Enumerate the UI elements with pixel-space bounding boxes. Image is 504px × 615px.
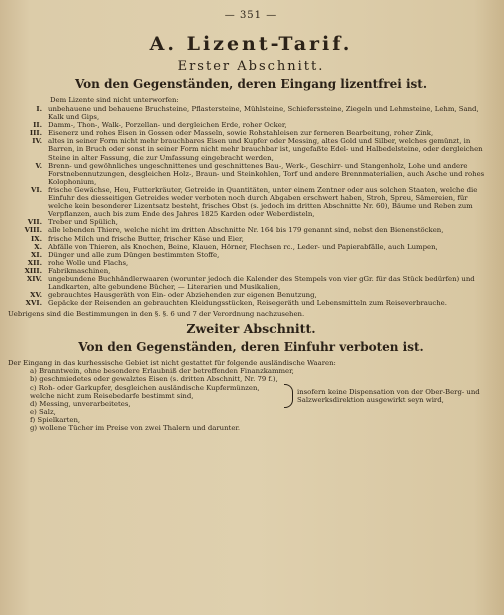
list-item xyxy=(8,275,494,291)
list-item xyxy=(8,299,494,307)
item-text: frische Milch und frische Butter, frischer Käse und Eier, xyxy=(48,234,244,243)
item-text: Abfälle von Thieren, als Knochen, Beine, Klauen, Hörner, Flechsen rc., Leder- und Papierabfälle, auch Lumpen, xyxy=(48,242,438,251)
section1-footnote: Uebrigens sind die Bestimmungen in den §. §. 6 und 7 der Verordnung nachzusehen. xyxy=(8,310,305,319)
list-item xyxy=(8,105,494,121)
ban-item: f) Spielkarten, xyxy=(30,415,81,424)
ban-item: c) Roh- oder Garkupfer, desgleichen ausländische Kupfermünzen, welche nicht zum Reisebedarfe bestimmt sind, xyxy=(30,383,260,400)
item-text: frische Gewächse, Heu, Futterkräuter, Getreide in Quantitäten, unter einem Zentner oder aus solchen Staaten, welche die Einfuhr des diesseitigen Getreides weder verboten noch durch Abgaben erschwert haben, Stroh, Spreu, Sämereien, für welche kein besonderer Lizentsatz besteht, frisches Obst (s. jedoch im dritten Abschnitte Nr. 60), Bäume und Reben zum Verpflanzen, auch bis zum Ende des Jahres 1825 Karden oder Weberdisteln, xyxy=(48,185,478,219)
list-item xyxy=(8,259,494,267)
section2-intro: Der Eingang in das kurhessische Gebiet ist nicht gestattet für folgende ausländische Waaren: xyxy=(8,359,336,368)
ban-item: g) wollene Tücher im Preise von zwei Thalern und darunter. xyxy=(30,424,241,432)
item-number: XIII. xyxy=(24,266,42,275)
item-text: alle lebenden Thiere, welche nicht im dritten Abschnitte Nr. 164 bis 179 genannt sind, nebst den Bienenstöcken, xyxy=(48,226,444,235)
list-item xyxy=(8,226,494,234)
item-text: rohe Wolle und Flachs, xyxy=(48,258,129,267)
item-number: XI. xyxy=(31,250,42,259)
item-text: Damm-, Thon-, Walk-, Porzellan- und dergleichen Erde, roher Ocker, xyxy=(48,121,287,130)
list-item xyxy=(8,235,494,243)
ban-item: b) geschmiedetes oder gewalztes Eisen (s. dritten Abschnitt, Nr. 79 f.), xyxy=(30,375,278,384)
brace-group xyxy=(30,384,494,408)
brace-mark xyxy=(284,384,293,408)
item-number: XV. xyxy=(30,291,42,300)
item-number: VII. xyxy=(27,218,42,227)
ban-item: e) Salz, xyxy=(30,407,56,416)
list-item xyxy=(8,137,494,161)
list-item xyxy=(8,243,494,251)
section1-heading: Erster Abschnitt. xyxy=(177,59,325,74)
list-item xyxy=(8,291,494,299)
item-text: Brenn- und gewöhnliches ungeschnittenes und geschnittenes Bau-, Werk-, Geschirr- und Stangenholz, Lohe und andere Forstnebennutzungen, desgleichen Holz-, Braun- und Steinkohlen, Torf und andere Brennmaterialien, auch Asche und rohes Kolophonium, xyxy=(48,161,485,186)
item-text: Eisenerz und rohes Eisen in Gossen oder Masseln, sowie Rohstahleisen zur ferneren Bearbeitung, roher Zink, xyxy=(48,129,434,138)
section2-subheading: Von den Gegenständen, deren Einfuhr verboten ist. xyxy=(78,340,424,355)
item-text: Gepäcke der Reisenden an gebrauchten Kleidungsstücken, Reisegeräth und Lebensmitteln zum Reiseverbrauche. xyxy=(48,299,447,308)
section2-item-list xyxy=(8,367,494,432)
item-number: II. xyxy=(33,121,42,130)
item-number: XII. xyxy=(27,258,42,267)
list-item xyxy=(8,251,494,259)
section1-subheading: Von den Gegenständen, deren Eingang lizentfrei ist. xyxy=(74,77,428,91)
page-number: — 351 — xyxy=(224,10,278,21)
list-item xyxy=(8,218,494,226)
item-number: VI. xyxy=(31,185,42,194)
ban-item: a) Branntwein, ohne besondere Erlaubniß der betreffenden Finanzkammer, xyxy=(30,367,294,376)
item-number: IX. xyxy=(31,234,42,243)
list-item xyxy=(8,129,494,137)
item-number: I. xyxy=(36,105,42,113)
item-text: Dünger und alle zum Düngen bestimmten Stoffe, xyxy=(48,250,220,259)
item-number: X. xyxy=(34,242,42,251)
section2-heading: Zweiter Abschnitt. xyxy=(186,321,316,337)
section1-intro: Dem Lizente sind nicht unterworfen: xyxy=(50,96,179,104)
list-item xyxy=(8,267,494,275)
item-number: XIV. xyxy=(26,274,42,283)
item-text: gebrauchtes Hausgeräth von Ein- oder Abziehenden zur eigenen Benutzung, xyxy=(48,291,317,300)
list-item xyxy=(8,121,494,129)
item-text: Fabrikmaschinen, xyxy=(48,266,111,275)
item-number: XVI. xyxy=(25,299,42,308)
item-number: V. xyxy=(35,161,42,170)
item-number: VIII. xyxy=(24,226,42,235)
item-number: IV. xyxy=(32,137,42,146)
item-text: Treber und Spülich, xyxy=(48,218,118,227)
item-text: unbehauene und behauene Bruchsteine, Pflastersteine, Mühlsteine, Schieferssteine, Ziegeln und Lehmsteine, Lehm, Sand, Kalk und Gips, xyxy=(48,105,479,122)
brace-note: insofern keine Dispensation von der Ober-Berg- und Salzwerksdirektion ausgewirkt seyn wird, xyxy=(297,387,480,404)
item-number: III. xyxy=(29,129,42,138)
ban-item: d) Messing, unverarbeitetes, xyxy=(30,399,131,408)
item-text: ungebundene Buchhändlerwaaren (worunter jedoch die Kalender des Stempels von vier gGr. für das Stück bedürfen) und Landkarten, alte gebundene Bücher, — Literarien und Musikalien, xyxy=(48,274,475,292)
item-text: altes in seiner Form nicht mehr brauchbares Eisen und Kupfer oder Messing, altes Gold und Silber, welches gemünzt, in Barren, in Bruch oder sonst in seiner Form nicht mehr brauchbar ist, ungefaßte Edel- und Halbedelsteine, oder dergleichen Steine in alter Fassung, die zur Umfassung eingebracht werden, xyxy=(48,137,483,162)
list-item xyxy=(8,162,494,186)
page-title: A. Lizent-Tarif. xyxy=(149,33,353,55)
section1-item-list xyxy=(8,105,494,307)
list-item xyxy=(8,186,494,218)
